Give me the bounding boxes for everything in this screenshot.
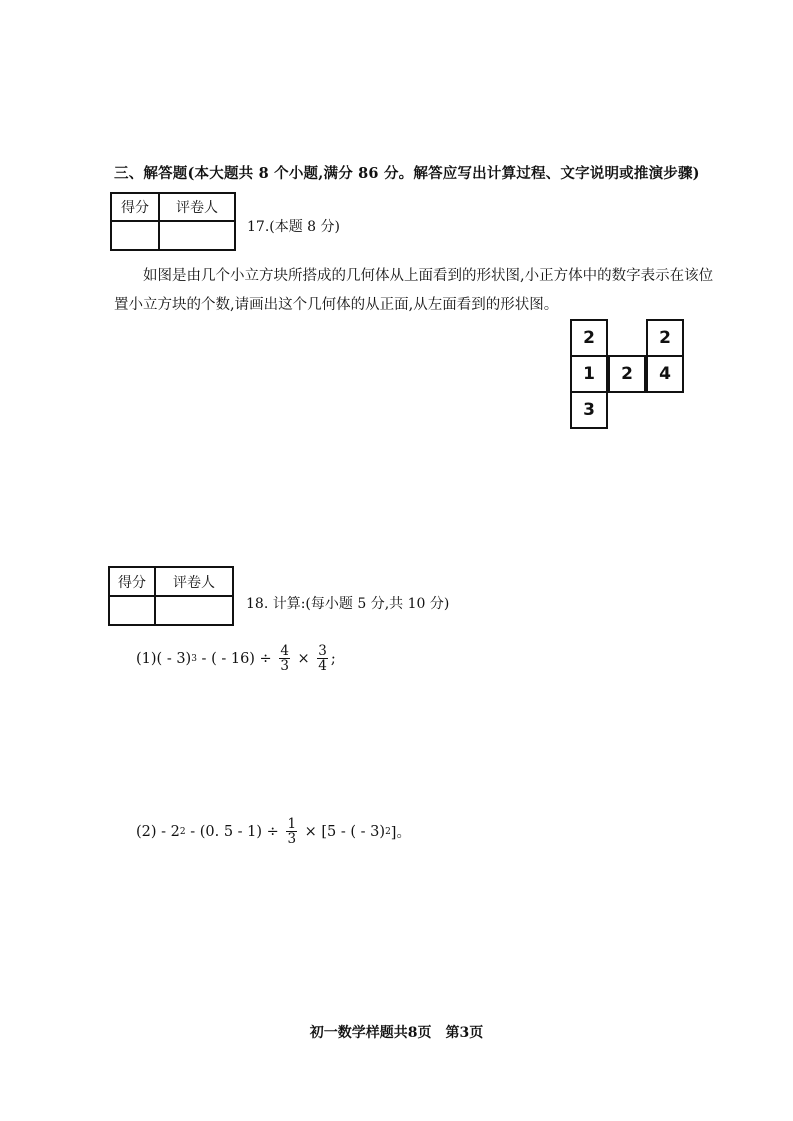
expression-part: ; xyxy=(330,650,336,667)
q17-score-table xyxy=(110,192,236,251)
q18-problem-1: (1) ( - 3) 3 - ( - 16) ÷ $\frac{4}{3}$ × $\frac{3}{4}$ ; xyxy=(136,643,336,675)
q18-problem-2: (2) - 2 2 - (0. 5 - 1) ÷ $\frac{1}{3}$ × [5 - ( - 3) 2 ]。 xyxy=(136,816,411,848)
page-footer: 初一数学样题共8页 第3页 xyxy=(309,1025,484,1041)
numerator: 1 xyxy=(287,816,297,832)
score-cell[interactable] xyxy=(109,596,155,625)
denominator: 3 xyxy=(287,831,297,848)
numerator: 3 xyxy=(318,643,327,659)
numerator: 4 xyxy=(280,643,289,659)
grid-cell: 4 xyxy=(646,355,684,393)
expression-part: - ( - 16) ÷ xyxy=(196,650,277,667)
fraction xyxy=(286,817,297,846)
grid-cell: 3 xyxy=(570,391,608,429)
expression-part: ]。 xyxy=(390,825,411,842)
section-heading: 三、解答题(本大题共 8 个小题,满分 86 分。解答应写出计算过程、文字说明或推演步骤) xyxy=(114,165,700,182)
grader-header: 评卷人 xyxy=(159,193,235,221)
problem-label: (2) xyxy=(136,823,157,840)
grid-cell: 2 xyxy=(570,319,608,357)
denominator: 3 xyxy=(280,658,289,675)
expression-part: × [5 - ( - 3) xyxy=(300,823,386,840)
score-cell[interactable] xyxy=(111,221,159,250)
q18-score-table xyxy=(108,566,234,626)
grid-cell: 2 xyxy=(646,319,684,357)
expression-part: - 2 xyxy=(156,823,180,840)
expression-part: - (0. 5 - 1) ÷ xyxy=(185,823,284,840)
q17-text: 如图是由几个小立方块所搭成的几何体从上面看到的形状图,小正方体中的数字表示在该位置小立方块的个数,请画出这个几何体的从正面,从左面看到的形状图。 xyxy=(114,268,714,313)
expression-part: ( - 3) xyxy=(156,650,192,667)
expression-part: × xyxy=(292,650,315,667)
q17-title: 17.(本题 8 分) xyxy=(247,219,340,235)
score-header: 得分 xyxy=(109,567,155,596)
score-header: 得分 xyxy=(111,193,159,221)
grader-cell[interactable] xyxy=(159,221,235,250)
fraction xyxy=(317,644,328,673)
grid-cell: 1 xyxy=(570,355,608,393)
grader-cell[interactable] xyxy=(155,596,233,625)
q18-title: 18. 计算:(每小题 5 分,共 10 分) xyxy=(246,596,450,612)
grid-cell: 2 xyxy=(608,355,646,393)
grader-header: 评卷人 xyxy=(155,567,233,596)
denominator: 4 xyxy=(318,658,327,675)
fraction xyxy=(279,644,290,673)
problem-label: (1) xyxy=(136,650,157,667)
